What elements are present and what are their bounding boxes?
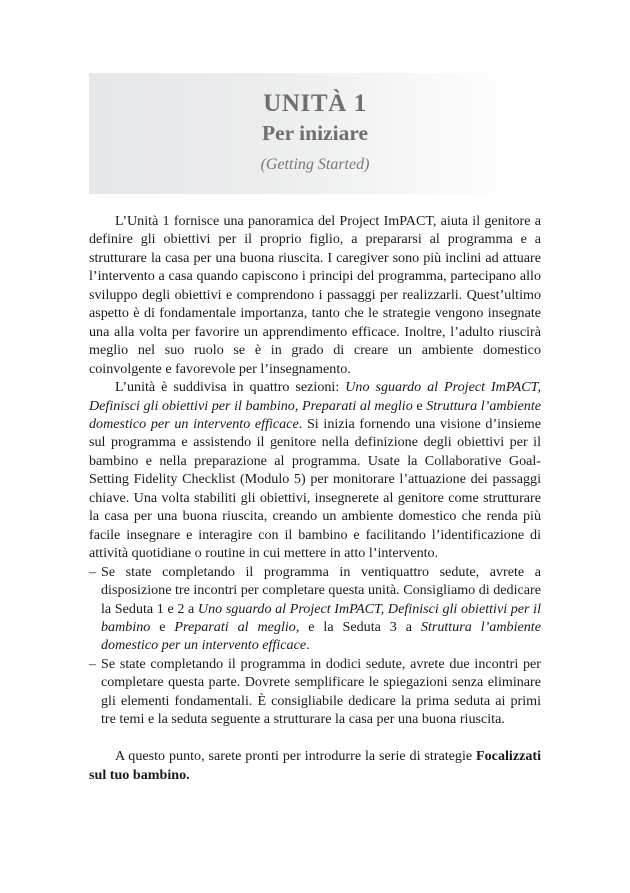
list-item-1-italic-3: Struttura l’ambiente domestico per un intervento efficace xyxy=(101,618,541,654)
paragraph-closing-lead: A questo punto, sarete pronti per introdurre la serie di strategie xyxy=(115,748,477,765)
dash-bullet-icon: – xyxy=(89,563,97,580)
list-item-2-text: Se state completando il programma in dodici sedute, avrete due incontri per completare questa parte. Dovrete semplificare le spiegazioni senza eliminare gli elementi fondamentali. È consigliabile dedicare la prima seduta ai primi tre temi e la seduta seguente a strutturare la casa per una buona riuscita. xyxy=(101,655,541,728)
list-item-1-tail: . xyxy=(306,637,310,654)
paragraph-spacer xyxy=(89,729,541,747)
unit-number-heading: UNITÀ 1 xyxy=(263,90,367,117)
list-item-1-conjunction: e xyxy=(150,618,175,635)
dash-bullet-icon: – xyxy=(89,655,97,672)
section-titles-italic-group-1: Uno sguardo al Project ImPACT, Definisci gli obiettivi per il bambino, Preparati al meglio xyxy=(89,379,541,414)
list-item-1-italic-1: Uno sguardo al Project ImPACT, Definisci gli obiettivi per il bambino xyxy=(101,600,542,635)
paragraph-closing xyxy=(89,747,541,784)
paragraph-overview xyxy=(89,212,541,378)
list-item xyxy=(89,563,541,655)
list-item-1-lead: Se state completando il programma in ventiquattro sedute, avrete a disposizione tre incontri per completare questa unità. Consigliamo di dedicare la Seduta 1 e 2 a xyxy=(101,563,541,617)
list-item xyxy=(89,655,541,729)
section-titles-italic-group-2: Struttura l’ambiente domestico per un intervento efficace xyxy=(89,397,541,432)
strategy-name-bold: Focalizzati sul tuo bambino. xyxy=(89,748,541,783)
paragraph-sections xyxy=(89,378,541,563)
paragraph-sections-tail: . Si inizia fornendo una visione d’insieme sul programma e assistendo il genitore nella definizione degli obiettivi per il bambino e nella preparazione al programma. Usate la Collaborative Goal-Setting Fidelity Checklist (Modulo 5) per monitorare l’attuazione dei passaggi chiave. Una volta stabiliti gli obiettivi, insegnerete al genitore come strutturare la casa per una buona riuscita, creando un ambiente domestico che renda più facile insegnare e interagire con il bambino e facilitando l’identificazione di attività quotidiane o routine in cui mettere in atto l’intervento. xyxy=(89,415,541,562)
paragraph-sections-lead: L’unità è suddivisa in quattro sezioni: xyxy=(115,379,346,396)
unit-title-heading: Per iniziare xyxy=(261,120,369,145)
paragraph-sections-conjunction: e xyxy=(412,397,427,414)
paragraph-overview-text: L’Unità 1 fornisce una panoramica del Project ImPACT, aiuta il genitore a definire gli obiettivi per il proprio figlio, a prepararsi al programma e a strutturare la casa per una buona riuscita. I caregiver sono più inclini ad attuare l’intervento a casa quando capiscono i principi del programma, partecipano allo sviluppo degli obiettivi e comprendono i passaggi per realizzarli. Quest’ultimo aspetto è di fondamentale importanza, tanto che le strategie vengono insegnate una alla volta per favorire un apprendimento efficace. Inoltre, l’adulto riuscirà meglio nel suo ruolo se è in grado di creare un ambiente domestico coinvolgente e favorevole per l’insegnamento. xyxy=(89,213,541,377)
unit-subtitle-english: (Getting Started) xyxy=(260,156,370,174)
session-schedule-list xyxy=(89,563,541,729)
list-item-1-mid: , e la Seduta 3 a xyxy=(295,618,421,635)
body-text-column xyxy=(89,212,541,784)
list-item-1-italic-2: Preparati al meglio xyxy=(174,618,296,635)
unit-header-banner xyxy=(89,73,541,194)
